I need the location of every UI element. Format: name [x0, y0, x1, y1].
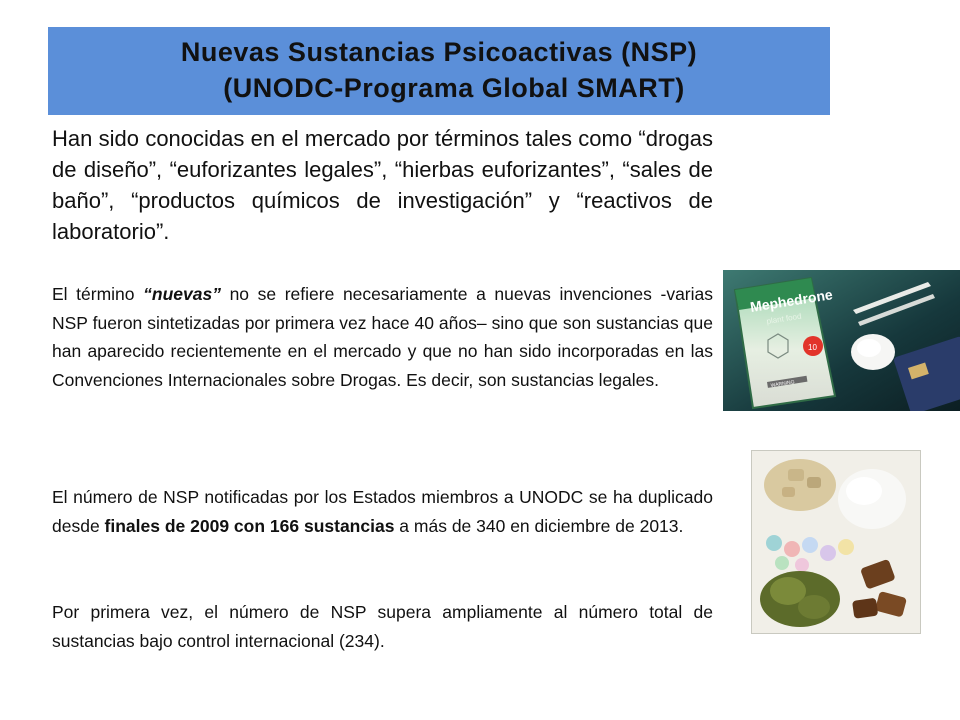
- packet-badge-text: 10: [808, 343, 817, 352]
- substances-photo-svg: [752, 451, 920, 633]
- mephedrone-photo-svg: [723, 270, 960, 411]
- paragraph-new-term-pre: El término: [52, 284, 144, 304]
- packet-brand-text: Mephedrone: [748, 286, 834, 315]
- paragraph-count: [52, 483, 713, 540]
- paragraph-count-post: a más de 340 en diciembre de 2013.: [394, 515, 684, 536]
- packet-warning-text: WARNING: [770, 379, 796, 389]
- emphasis-nuevas: “nuevas”: [143, 284, 221, 304]
- packet-sub-text: plant food: [765, 311, 803, 326]
- mephedrone-photo: [723, 270, 960, 411]
- paragraph-count-pre: El número de NSP notificadas por los Estados miembros a UNODC se ha duplicado desde: [52, 487, 713, 536]
- paragraph-comparison: Por primera vez, el número de NSP supera ampliamente al número total de sustancias bajo control internacional (234).: [52, 602, 713, 651]
- paragraph-intro: Han sido conocidas en el mercado por términos tales como “drogas de diseño”, “euforizantes legales”, “hierbas euforizantes”, “sales de baño”, “productos químicos de investigación” y “reactivos de laboratorio”.: [52, 126, 713, 244]
- title-banner: [48, 27, 830, 115]
- emphasis-2009: finales de 2009 con 166 sustancias: [104, 515, 395, 536]
- page-title-line1: Nuevas Sustancias Psicoactivas (NSP): [180, 37, 698, 67]
- substances-photo: [752, 451, 920, 633]
- paragraph-new-term-post: no se refiere necesariamente a nuevas invenciones -varias NSP fueron sintetizadas por primera vez hace 40 años– sino que son sustancias que han aparecido recientemente en el mercado y que no han sido incorporadas en las Convenciones Internacionales sobre Drogas. Es decir, son sustancias legales.: [52, 284, 713, 390]
- paragraph-new-term: [52, 280, 713, 394]
- page-title-line2: (UNODC-Programa Global SMART): [223, 73, 685, 103]
